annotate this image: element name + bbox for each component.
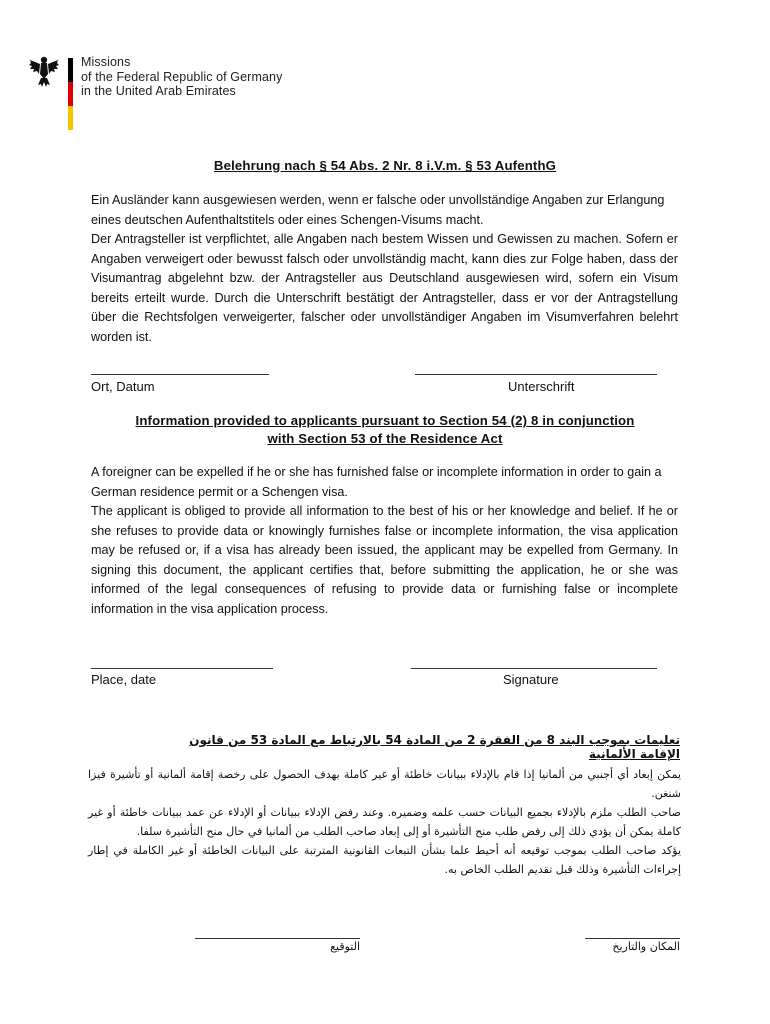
org-line: in the United Arab Emirates — [81, 84, 236, 98]
flag-stripe-black — [68, 58, 73, 82]
arabic-paragraph-3: يؤكد صاحب الطلب بموجب توقيعه أنه أحيط علما بشأن التبعات القانونية المترتبة على البيانات الخاطئة أو غير الكاملة في إطار إجراءات التأشيرة وذلك قبل تقديم الطلب الخاص به. — [88, 844, 681, 876]
english-heading-line-1: Information provided to applicants pursuant to Section 54 (2) 8 in conjunction — [135, 413, 635, 428]
signature-label-arabic: التوقيع — [330, 940, 360, 953]
german-paragraph-2: Der Antragsteller ist verpflichtet, alle Angaben nach bestem Wissen und Gewissen zu machen. Sofern er Angaben verweigert oder bewusst falsch oder unvollständig macht, kann dies zur Folge haben, dass der Visumantrag abgelehnt bzw. der Antragsteller aus Deutschland ausgewiesen wird, sofern ein Visum bereits erteilt wurde. Durch die Unterschrift bestätigt der Antragsteller, dass er vor der Antragstellung über die Rechtsfolgen verweigerter, falscher oder unvollständiger Angaben im Visumverfahren belehrt worden ist. — [91, 232, 678, 344]
arabic-heading: تعليمات بموجب البند 8 من الفقرة 2 من المادة 54 بالارتباط مع المادة 53 من قانون الإقامة الألمانية — [189, 733, 680, 761]
flag-stripe-red — [68, 82, 73, 106]
signature-label-german: Unterschrift — [508, 379, 575, 394]
english-paragraph-2: The applicant is obliged to provide all information to the best of his or her knowledge and belief. If he or she refuses to provide data or knowingly furnishes false or incomplete information, the visa application may be refused or, if a visa has already been issued, the applicant may be expelled from Germany. In signing this document, the applicant certifies that, before submitting the application, he or she was informed of the legal consequences of refusing to provide data or furnishing false or incomplete information in the visa application process. — [91, 504, 678, 616]
place-date-label-arabic: المكان والتاريخ — [612, 940, 680, 953]
flag-stripe-gold — [68, 106, 73, 130]
place-date-label-german: Ort, Datum — [91, 379, 155, 394]
signature-line-english — [411, 668, 657, 669]
arabic-body — [88, 765, 681, 879]
signature-line-arabic — [195, 938, 360, 939]
english-heading-line-2: with Section 53 of the Residence Act — [267, 431, 503, 446]
place-date-line-english — [91, 668, 273, 669]
english-paragraph-1: A foreigner can be expelled if he or she has furnished false or incomplete information in order to gain a German residence permit or a Schengen visa. — [91, 465, 662, 499]
organization-name — [81, 55, 282, 99]
place-date-label-english: Place, date — [91, 672, 157, 687]
eagle-icon — [28, 54, 60, 88]
german-heading: Belehrung nach § 54 Abs. 2 Nr. 8 i.V.m. § 53 AufenthG — [213, 158, 557, 173]
english-heading — [90, 412, 680, 448]
flag-bar — [68, 58, 73, 130]
place-date-line-arabic — [585, 938, 680, 939]
place-date-line-german — [91, 374, 269, 375]
org-line: Missions — [81, 55, 131, 69]
org-line: of the Federal Republic of Germany — [81, 69, 283, 84]
signature-line-german — [415, 374, 657, 375]
signature-label-english: Signature — [503, 672, 559, 687]
arabic-paragraph-1: يمكن إبعاد أي أجنبي من ألمانيا إذا قام بالإدلاء ببيانات خاطئة أو غير كاملة بهدف الحصول على رخصة إقامة ألمانية أو تأشيرة فيزا شنغن. — [88, 768, 681, 800]
german-paragraph-1: Ein Ausländer kann ausgewiesen werden, wenn er falsche oder unvollständige Angaben zur Erlangung eines deutschen Aufenthaltstitels oder eines Schengen-Visums macht. — [91, 193, 665, 227]
arabic-paragraph-2: صاحب الطلب ملزم بالإدلاء بجميع البيانات حسب علمه وضميره. وعند رفض الإدلاء ببيانات أو الإدلاء عن عمد ببيانات خاطئة أو غير كاملة يمكن أن يؤدي ذلك إلى رفض طلب منح التأشيرة أو إلى إبعاد صاحب الطلب من ألمانيا في حال منح التأشيرة سلفا. — [88, 806, 681, 838]
